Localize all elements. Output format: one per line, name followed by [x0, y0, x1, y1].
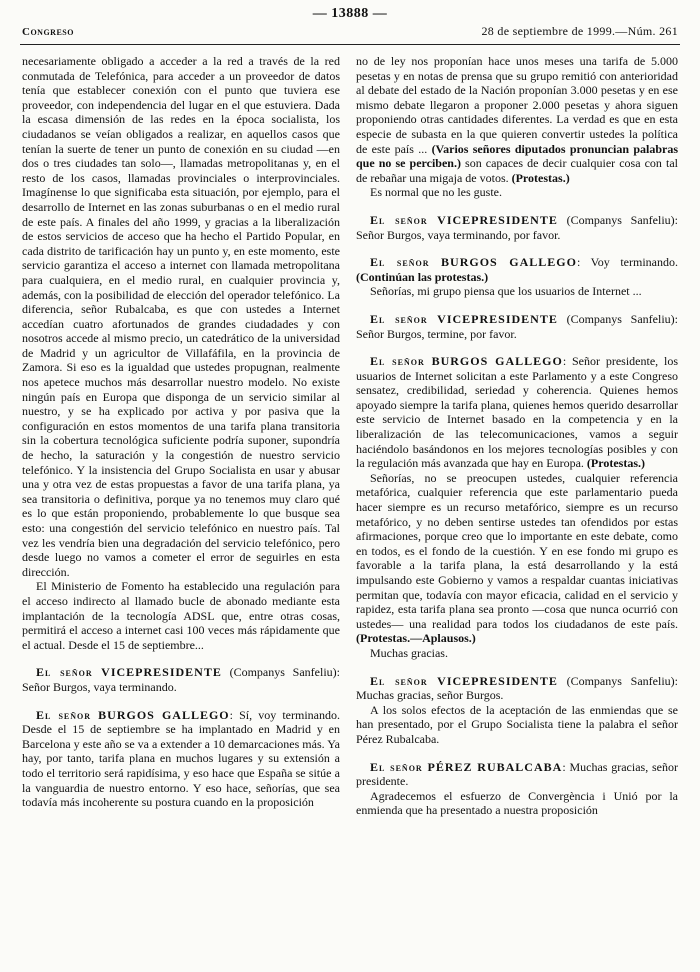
speaker-name: El señor VICEPRESIDENTE — [370, 311, 558, 326]
speech-text: : Señor presidente, los usuarios de Internet solicitan a este Parlamento y a este Congreso sensatez, credibilidad, seriedad y coherencia. Quienes hemos apoyado siempre la tarifa plana, quienes hemos querido desarrollar este servicio de Internet basado en la competencia y en la liberalización de las telecomunicaciones, vamos a seguir haciéndolo basándonos en los mejores tecnologías posibles y con la regulación más avanzada que hay en Europa. — [356, 354, 678, 471]
speech-text: (Companys Sanfeliu): Muchas gracias, señor Burgos. — [356, 673, 678, 703]
speaker-turn — [356, 213, 678, 242]
speaker-name: El señor BURGOS GALLEGO — [36, 707, 230, 722]
speech-text: (Companys Sanfeliu): Señor Burgos, vaya terminando. — [22, 665, 340, 694]
paragraph: El Ministerio de Fomento ha establecido una regulación para el acceso indirecto al llamado bucle de abonado mediante esta implantación de la tecnología ADSL que, entre otras cosas, permitirá el acceso a internet casi 100 veces más rápidamente que el actual. Desde el 15 de septiembre... — [22, 579, 340, 652]
page-number: — 13888 — — [312, 6, 388, 21]
stage-direction: (Protestas.) — [511, 170, 570, 185]
speech-text: : Sí, voy terminando. Desde el 15 de septiembre se ha implantado en Madrid y en Barcelona y este año se va a extender a 10 demarcaciones más. Ya hay, por tanto, tarifa plana en muchos lugares y su extensión a todo el territorio será rapidísima, y eso hace que España se sitúe a la vanguardia de nuestro entorno. Y eso hace, señorías, que sea todavía más incoherente su postura cuando en la proposición — [22, 707, 341, 810]
speech-text: Señorías, no se preocupen ustedes, cualquier referencia metafórica, cualquier referencia que este parlamentario pueda hacer siempre es un recurso metafórico, siempre es un recurso metafórico, y no deben sentirse ustedes tan ofendidos por estas afirmaciones, porque creo que lo importante en este debate, como en todos, es el fondo de la cuestión. Y en ese fondo mi grupo es favorable a la tarifa plana, la está desarrollando y la está impulsando este Gobierno y vamos a respaldar cuantas iniciativas permitan que, todavía con mayor eficacia, calidad en el servicio y rapidez, esta tarifa plana sea pronto —cosa que nunca ocurrió con ustedes— una realidad para todos los ciudadanos de este país. — [356, 470, 678, 631]
stage-direction: (Protestas.—Aplausos.) — [356, 631, 476, 646]
speaker-turn — [356, 312, 678, 341]
speech-text: : Voy terminando. — [576, 255, 678, 270]
header-rule — [20, 44, 680, 45]
paragraph: Agradecemos el esfuerzo de Convergència i Unió por la enmienda que ha presentado a nuestra proposición — [356, 788, 678, 818]
paragraph: necesariamente obligado a acceder a la red a través de la red conmutada de Telefónica, para acceder a un proveedor de datos tenía que establecer conexión con el punto que tuviera ese proveedor, con independencia del lugar en el que estuviera. Dada la escasa dimensión de las redes en la época socialista, los ciudadanos se veían obligados a realizar, en aquellos casos que tenían la suerte de tener un punto de conexión en su ciudad —en dos o tres ciudades tan solo—, llamadas metropolitanas y, en el resto de los casos, llamadas provinciales o interprovinciales. Imagínense lo que significaba esta situación, por ejemplo, para el desarrollo de Internet en las zonas suburbanas o en el medio rural de este país. A finales del año 1999, y gracias a la liberalización de estos servicios de acceso que ha hecho el Partido Popular, en cada distrito de tarificación hay un punto y, en este momento, este servicio garantiza el acceso a internet con llamada metropolitana para cualquiera, en el medio rural, en cualquier provincia y, además, con la posibilidad de elección del operador telefónico. La diferencia, señor Rubalcaba, es que con ustedes a Internet accedían cuatro afortunados de grandes ciudadades y con nosotros accede al mismo precio, un catedrático de la universidad de Madrid y un agricultor de Villafáfila, en la provincia de Zamora. Si eso es la igualdad que ustedes propugnan, realmente nos apetece muchos más desarrollar nuestro modelo. No existe ningún país en Europa que disponga de un servicio similar al nuestro, y se ha explicado por activa y por pasiva que la configuración en estos momentos de una tarifa plana transitoria sin la cobertura tecnológica suficiente podría suponer, supondría de hecho, la saturación y la congestión de nuestro servicio telefónico. Y la insistencia del Grupo Socialista en usar y abusar una y otra vez de estas propuestas a favor de una tarifa plana, ya sea transitoria o definitiva, porque ya no tenemos muy claro qué es lo que están proponiendo, probablemente lo que busque sea esto: una congestión del servicio telefónico en nuestro país. Tal vez les vendría bien una degradación del servicio telefónico, pero desde luego no vamos a cometer el error de seguirles en esta dirección. — [22, 54, 340, 579]
speech-text: (Companys Sanfeliu): Señor Burgos, vaya terminando, por favor. — [356, 212, 678, 242]
stage-direction: (Varios señores diputados pronuncian palabras que no se perciben.) — [356, 141, 678, 171]
stage-direction: (Continúan las protestas.) — [356, 269, 489, 284]
speech-text: (Companys Sanfeliu): Señor Burgos, termine, por favor. — [356, 311, 678, 341]
publication-name: Congreso — [22, 26, 74, 38]
speaker-name: El señor VICEPRESIDENTE — [370, 212, 558, 227]
right-column — [356, 54, 678, 818]
speaker-name: El señor VICEPRESIDENTE — [36, 665, 222, 680]
paragraph: Muchas gracias. — [370, 645, 448, 660]
speaker-turn — [356, 255, 678, 284]
speech-text: : Muchas gracias, señor presidente. — [356, 759, 678, 789]
stage-direction: (Protestas.) — [586, 456, 645, 471]
paragraph: A los solos efectos de la aceptación de las enmiendas que se han presentado, por el Grupo Socialista tiene la palabra el señor Pérez Rubalcaba. — [356, 702, 678, 746]
speaker-turn — [356, 674, 678, 703]
speaker-turn — [356, 354, 678, 471]
speaker-name: El señor BURGOS GALLEGO — [370, 354, 563, 369]
speaker-turn — [22, 665, 340, 694]
speaker-name: El señor PÉREZ RUBALCABA — [370, 759, 563, 774]
speech-text: son capaces de decir cualquier cosa con tal de rebañar una migaja de votos. — [356, 156, 678, 185]
left-column — [22, 54, 340, 810]
paragraph: Es normal que no les guste. — [370, 185, 502, 200]
date-and-number: 28 de septiembre de 1999.—Núm. 261 — [481, 24, 678, 38]
speech-text: no de ley nos proponían hace unos meses una tarifa de 5.000 pesetas y en notas de prensa que su grupo remitió con anterioridad al debate del estado de la Nación proponían 3.000 pesetas y en ese mismo debate llegaron a proponer 2.000 pesetas y ahora siguen proponiendo otras cantidades diferentes. La verdad es que en esta especie de subasta en la que quieren convertir ustedes la política de este país ... — [356, 54, 678, 156]
speaker-turn — [22, 708, 340, 810]
paragraph — [356, 471, 678, 646]
paragraph: Señorías, mi grupo piensa que los usuarios de Internet ... — [370, 284, 642, 299]
speaker-name: El señor VICEPRESIDENTE — [370, 673, 558, 688]
speaker-turn — [356, 760, 678, 789]
speaker-name: El señor BURGOS GALLEGO — [370, 255, 577, 270]
paragraph — [356, 54, 678, 185]
